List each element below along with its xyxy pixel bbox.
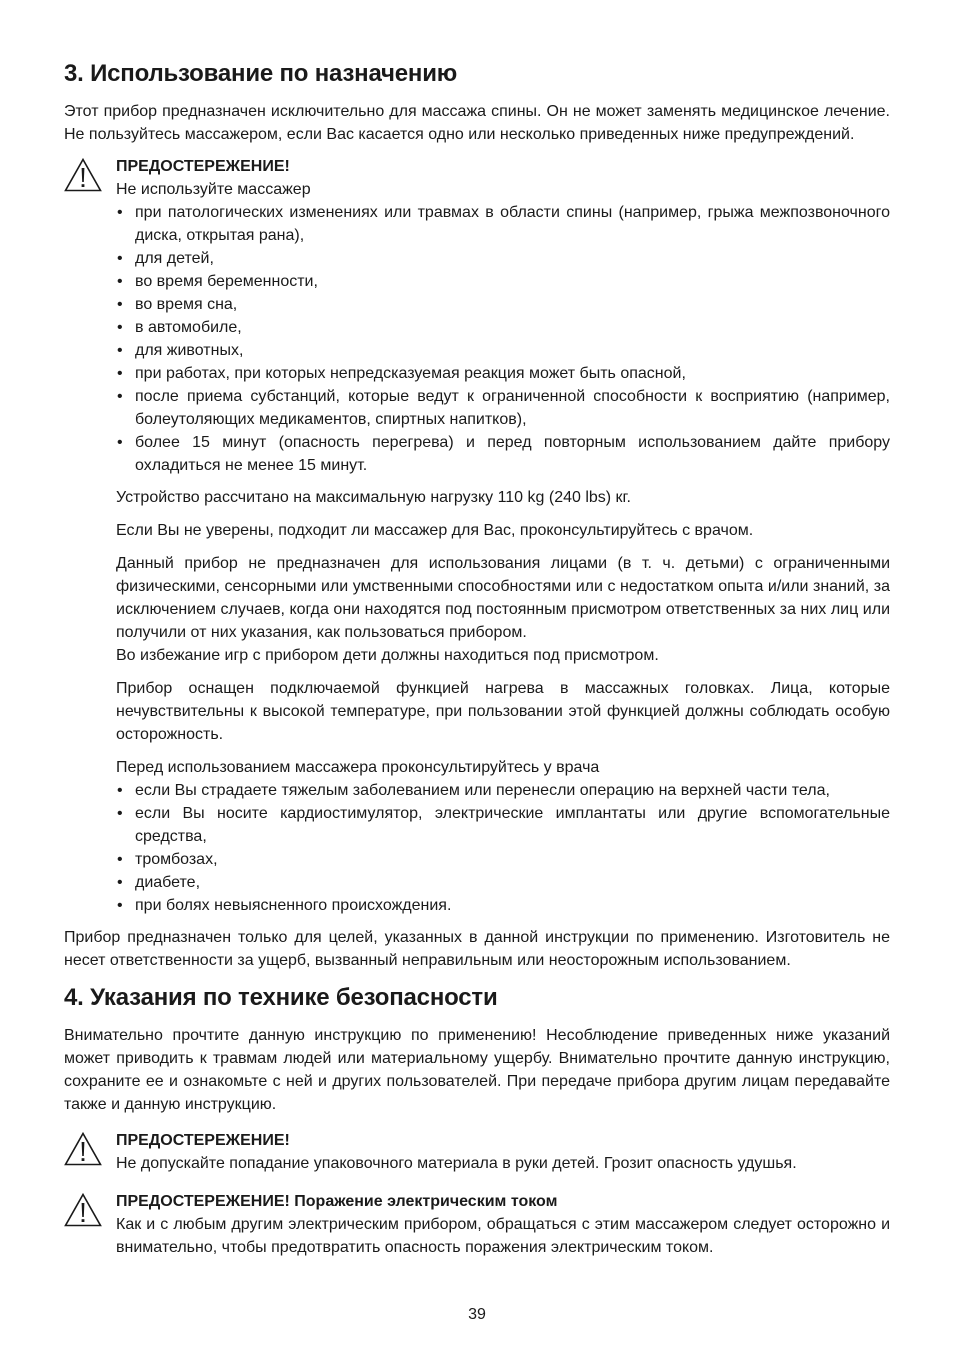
list-item: • во время сна, (116, 293, 890, 316)
section-4-intro: Внимательно прочтите данную инструкцию по применению! Несоблюдение приведенных ниже указаний может приводить к травмам людей или материальному ущербу. Внимательно прочтите данную инструкцию, сохраните ее и ознакомьте с ней и других пользователей. При передаче прибора другим лицам передавайте также и данную инструкцию. (64, 1027, 890, 1113)
section-3-intro: Этот прибор предназначен исключительно для массажа спины. Он не может заменять медицинское лечение. Не пользуйтесь массажером, если Вас касается одно или несколько приведенных ниже предупреждений. (64, 103, 890, 143)
warning-lead: Не используйте массажер (116, 181, 311, 198)
list-item: • при работах, при которых непредсказуемая реакция может быть опасной, (116, 362, 890, 385)
list-item: • если Вы носите кардиостимулятор, электрические имплантаты или другие вспомогательные средства, (116, 802, 890, 848)
page-number: 39 (468, 1306, 486, 1323)
list-item: • более 15 минут (опасность перегрева) и перед повторным использованием дайте прибору охладиться не менее 15 минут. (116, 431, 890, 477)
warning-block-packaging (64, 1130, 890, 1175)
packaging-warning-text: Не допускайте попадание упаковочного материала в руки детей. Грозит опасность удушья. (116, 1155, 797, 1172)
section-3-title: 3. Использование по назначению (64, 60, 458, 87)
section-4-title: 4. Указания по технике безопасности (64, 984, 498, 1011)
warning-block-usage (64, 156, 890, 917)
doctor-list (116, 779, 890, 917)
children-note: Во избежание игр с прибором дети должны находиться под присмотром. (116, 647, 659, 664)
list-item: • при патологических изменениях или травмах в области спины (например, грыжа межпозвоночного диска, открытая рана), (116, 201, 890, 247)
list-item: • при болях невыясненного происхождения. (116, 894, 890, 917)
warning-block-electric (64, 1191, 890, 1259)
list-item: • для животных, (116, 339, 890, 362)
warning-triangle-icon (64, 1193, 102, 1227)
list-item: • если Вы страдаете тяжелым заболеванием или перенесли операцию на верхней части тела, (116, 779, 890, 802)
section-3-closing: Прибор предназначен только для целей, указанных в данной инструкции по применению. Изготовитель не несет ответственности за ущерб, вызванный неправильным или неосторожным использованием. (64, 929, 890, 969)
list-item: • для детей, (116, 247, 890, 270)
load-note: Устройство рассчитано на максимальную нагрузку 110 kg (240 lbs) кг. (116, 489, 631, 506)
list-item: • диабете, (116, 871, 890, 894)
consult-note: Если Вы не уверены, подходит ли массажер для Вас, проконсультируйтесь с врачом. (116, 522, 754, 539)
warning-triangle-icon (64, 1132, 102, 1166)
warning-triangle-icon (64, 158, 102, 192)
document-page (64, 58, 890, 1259)
list-item: • после приема субстанций, которые ведут к ограниченной способности к восприятию (например, болеутоляющих медикаментов, спиртных напитков), (116, 385, 890, 431)
warning-title: ПРЕДОСТЕРЕЖЕНИЕ! Поражение электрическим током (116, 1193, 558, 1210)
heat-note: Прибор оснащен подключаемой функцией нагрева в массажных головках. Лица, которые нечувствительны к высокой температуре, при пользовании этой функцией должны соблюдать особую осторожность. (116, 680, 890, 743)
contraindication-list (116, 201, 890, 477)
warning-title: ПРЕДОСТЕРЕЖЕНИЕ! (116, 158, 290, 175)
persons-note: Данный прибор не предназначен для использования лицами (в т. ч. детьми) с ограниченными физическими, сенсорными или умственными способностями или с недостатком опыта и/или знаний, за исключением случаев, когда они находятся под постоянным присмотром ответственных за них лиц или получили от них указания, как пользоваться прибором. (116, 555, 890, 641)
electric-warning-text: Как и с любым другим электрическим прибором, обращаться с этим массажером следует осторожно и внимательно, чтобы предотвратить опасность поражения электрическим током. (116, 1216, 890, 1256)
list-item: • во время беременности, (116, 270, 890, 293)
list-item: • тромбозах, (116, 848, 890, 871)
doctor-lead: Перед использованием массажера проконсультируйтесь у врача (116, 759, 600, 776)
list-item: • в автомобиле, (116, 316, 890, 339)
warning-title: ПРЕДОСТЕРЕЖЕНИЕ! (116, 1132, 290, 1149)
